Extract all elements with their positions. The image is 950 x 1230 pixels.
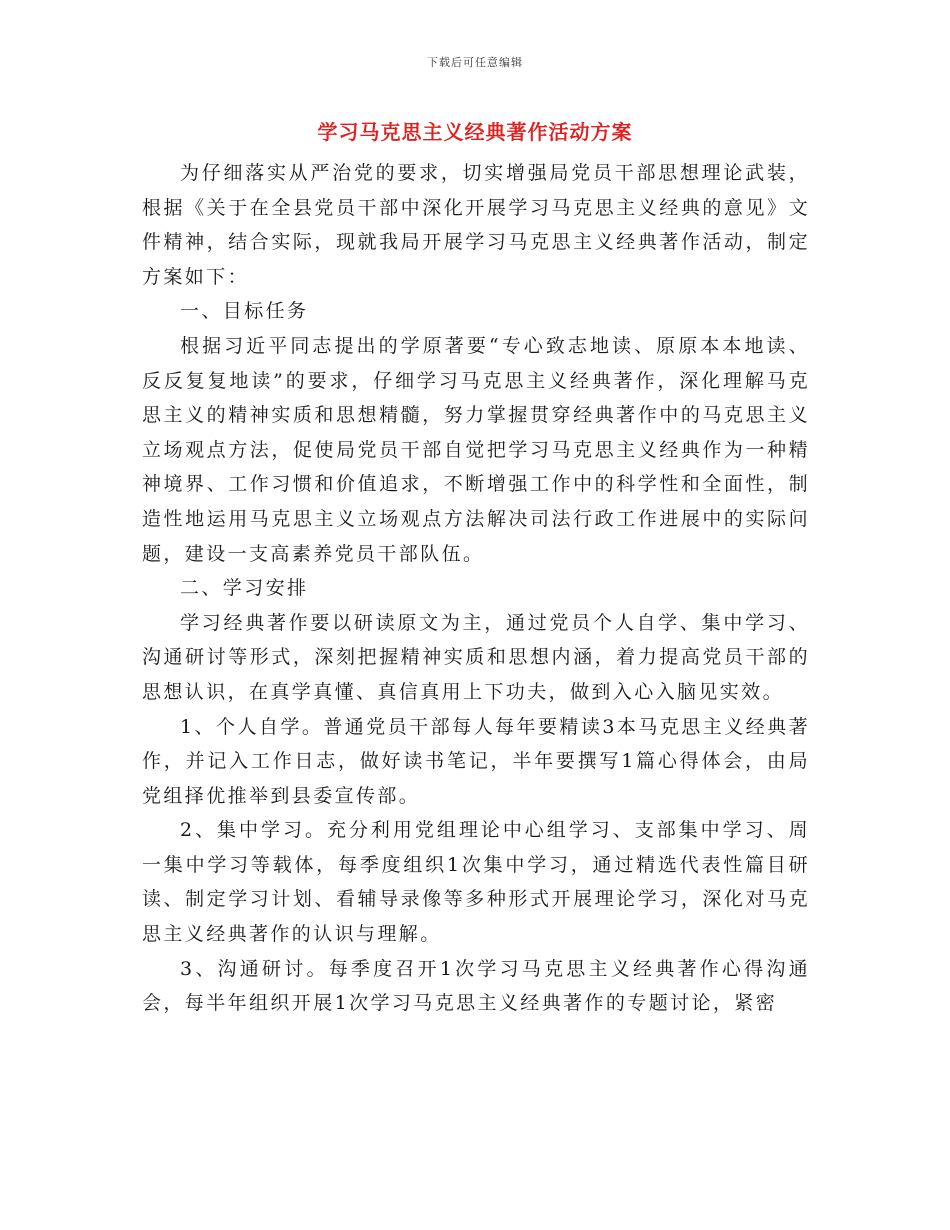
section-heading-arrangement: 二、学习安排 (180, 577, 309, 600)
arrangement-paragraph: 学习经典著作要以研读原文为主，通过党员个人自学、集中学习、沟通研讨等形式，深刻把握精神实质和思想内涵，着力提高党员干部的思想认识，在真学真懂、真信真用上下功夫，做到入心入脑见实效。 (142, 611, 810, 703)
document-body (142, 156, 810, 1021)
item-group-study: 2、集中学习。充分利用党组理论中心组学习、支部集中学习、周一集中学习等载体，每季度组织1次集中学习，通过精选代表性篇目研读、制定学习计划、看辅导录像等多种形式开展理论学习，深化对马克思主义经典著作的认识与理解。 (142, 819, 810, 946)
item-discussion: 3、沟通研讨。每季度召开1次学习马克思主义经典著作心得沟通会，每半年组织开展1次学习马克思主义经典著作的专题讨论，紧密 (142, 957, 810, 1015)
goals-paragraph: 根据习近平同志提出的学原著要“专心致志地读、原原本本地读、反反复复地读”的要求，仔细学习马克思主义经典著作，深化理解马克思主义的精神实质和思想精髓，努力掌握贯穿经典著作中的马克思主义立场观点方法，促使局党员干部自觉把学习马克思主义经典作为一种精神境界、工作习惯和价值追求，不断增强工作中的科学性和全面性，制造性地运用马克思主义立场观点方法解决司法行政工作进展中的实际问题，建设一支高素养党员干部队伍。 (142, 334, 810, 565)
intro-paragraph: 为仔细落实从严治党的要求，切实增强局党员干部思想理论武装，根据《关于在全县党员干部中深化开展学习马克思主义经典的意见》文件精神，结合实际，现就我局开展学习马克思主义经典著作活动，制定方案如下： (142, 162, 810, 288)
document-title: 学习马克思主义经典著作活动方案 (317, 120, 633, 144)
page-header-note: 下载后可任意编辑 (427, 56, 523, 69)
item-self-study: 1、个人自学。普通党员干部每人每年要精读3本马克思主义经典著作，并记入工作日志，做好读书笔记，半年要撰写1篇心得体会，由局党组择优推举到县委宣传部。 (142, 715, 810, 807)
section-heading-goals: 一、目标任务 (180, 300, 309, 323)
